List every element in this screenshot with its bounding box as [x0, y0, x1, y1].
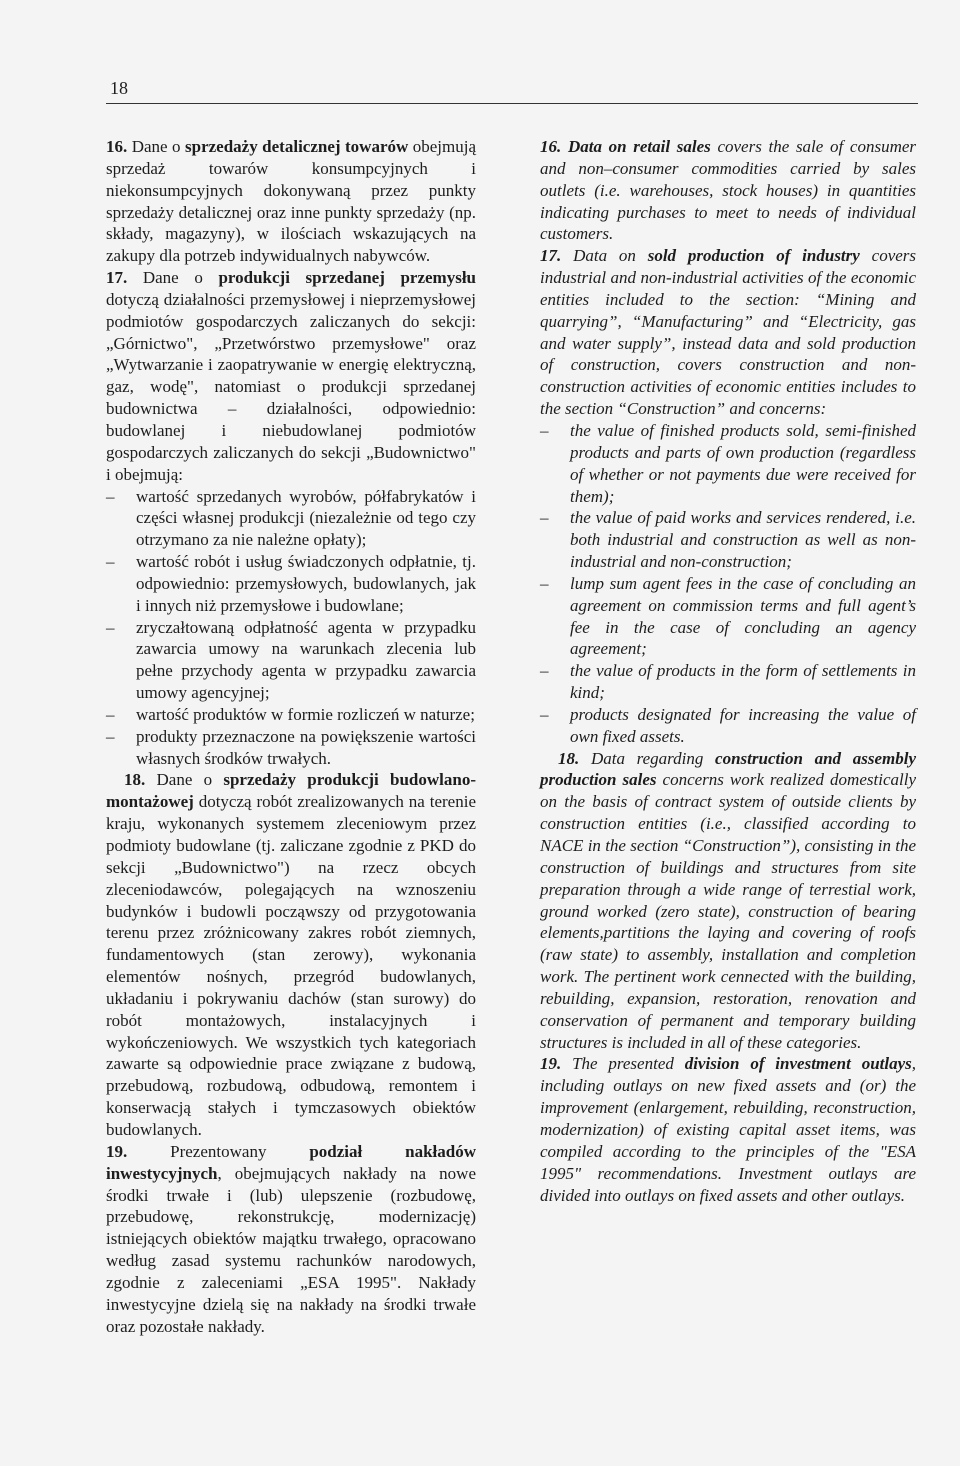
paragraph-term: sprzedaży produkcji budowlano-montażowej	[106, 770, 476, 812]
paragraph-text: , including outlays on new fixed assets and (or) the improvement (enlargement, rebuilding, reconstruction, modernization) of existing capital asset items, was compiled according to the principles of the "ESA 1995" recommendations. Investment outlays are divided into outlays on fixed assets and other outlays.	[540, 1054, 916, 1205]
list-item: – products designated for increasing the value of own fixed assets.	[540, 704, 916, 748]
paragraph-number: 16.	[106, 137, 128, 156]
paragraph-19-pl	[106, 1141, 476, 1338]
list-item: – wartość robót i usług świadczonych odpłatnie, tj. odpowiednio: przemysłowych, budowlanych, jak i innych niż przemysłowe i budowlane;	[106, 551, 476, 617]
paragraph-term: produkcji sprzedanej przemysłu	[218, 268, 476, 288]
paragraph-text: concerns work realized domestically on the basis of contract system of outside clients by construction entities (i.e., classified according to NACE in the section “Construction”), consisting in the construction of buildings and structures from site preparation through a wide range of terrestial work, ground worked (zero state), construction of bearing elements,partitions the laying and covering of roofs (raw state) to assembly, installation and completion work. The pertinent work cennected with the building, rebuilding, expansion, restoration, renovation and conservation of permanent and temporary building structures is included in all of these categories.	[540, 770, 916, 1052]
paragraph-term: Data on retail sales	[567, 137, 711, 156]
paragraph-term: construction and assembly production sales	[540, 748, 916, 790]
paragraph-number: 17.	[106, 268, 128, 288]
list-item: – the value of products in the form of settlements in kind;	[540, 660, 916, 704]
paragraph-text: , obejmujących nakłady na nowe środki trwałe i (lub) ulepszenie (rozbudowę, przebudowę, rekonstrukcję, modernizację) istniejących obiektów majątku trwałego, opracowano według zasad systemu rachunków narodowych, zgodnie z zaleceniami „ESA 1995". Nakłady inwestycyjne dzielą się na nakłady na środki trwałe oraz pozostałe nakłady.	[106, 1163, 476, 1336]
list-item: – lump sum agent fees in the case of concluding an agreement on commission terms and full agent’s fee in the case of concluding an agency agreement;	[540, 573, 916, 660]
polish-column	[106, 136, 476, 1337]
paragraph-text: covers industrial and non-industrial activities of the economic entities included to the section: “Mining and quarrying”, “Manufacturing” and “Electricity, gas and water supply”, instead data and sold production of construction, covers construction and non-construction activities of economic entities includes to the section “Construction” and concerns:	[540, 246, 917, 419]
paragraph-text: dotyczą działalności przemysłowej i nieprzemysłowej podmiotów gospodarczych zaliczanych do sekcji: „Górnictwo", „Przetwórstwo przemysłowe" oraz „Wytwarzanie i zaopatrywanie w energię elektryczną, gaz, wodę", natomiast o produkcji sprzedanej budownictwa – działalności, odpowiednio: budowlanej i niebudowlanej podmiotów gospodarczych zaliczanych do sekcji „Budownictwo" i obejmują:	[106, 289, 476, 484]
list-17-en	[540, 420, 916, 748]
paragraph-text: Prezentowany	[170, 1141, 310, 1161]
paragraph-16-en	[540, 136, 916, 245]
paragraph-number: 19.	[540, 1054, 562, 1074]
paragraph-text: Dane o	[156, 770, 224, 790]
paragraph-17-pl	[106, 267, 476, 485]
paragraph-number: 17.	[540, 246, 562, 266]
list-item: – the value of paid works and services rendered, i.e. both industrial and construction as well as non-industrial and non-construction;	[540, 507, 916, 573]
list-17-pl	[106, 486, 476, 770]
list-item: – produkty przeznaczone na powiększenie wartości własnych środków trwałych.	[106, 726, 476, 770]
paragraph-18-en	[540, 748, 916, 1054]
paragraph-text: covers the sale of consumer and non–consumer commodities carried by sales outlets (i.e. warehouses, stock houses) in quantities indicating purchases to meet to needs of individual customers.	[540, 137, 917, 244]
english-column	[540, 136, 916, 1206]
page-number: 18	[110, 78, 128, 98]
paragraph-text: Dane o	[131, 137, 186, 156]
paragraph-18-pl	[106, 769, 476, 1140]
paragraph-number: 16.	[540, 137, 562, 156]
list-item: – zryczałtowaną odpłatność agenta w przypadku zawarcia umowy na warunkach zlecenia lub pełne przychody agenta w przypadku zawarcia umowy agencyjnej;	[106, 617, 476, 704]
paragraph-text: obejmują sprzedaż towarów konsumpcyjnych i niekonsumpcyjnych dokonywaną przez punkty sprzedaży detalicznej oraz inne punkty sprzedaży (np. składy, magazyny), w ilościach wskazujących na zakupy dla potrzeb indywidualnych nabywców.	[106, 137, 477, 266]
paragraph-19-en	[540, 1053, 916, 1206]
header-rule	[106, 103, 918, 104]
paragraph-17-en	[540, 245, 916, 420]
paragraph-16-pl	[106, 136, 476, 267]
paragraph-term: sprzedaży detalicznej towarów	[185, 137, 409, 156]
paragraph-number: 18.	[124, 770, 146, 790]
paragraph-term: sold production of industry	[647, 246, 860, 266]
list-item: – the value of finished products sold, semi-finished products and parts of own production (regardless of whether or not payments due were received for them);	[540, 420, 916, 507]
paragraph-text: The presented	[572, 1054, 685, 1074]
paragraph-text: dotyczą robót zrealizowanych na terenie kraju, wykonanych systemem zleceniowym przez podmioty budowlane (tj. zaliczane zgodnie z PKD do sekcji „Budownictwo") na rzecz obcych zleceniodawców, polegających na wznoszeniu budynków i budowli począwszy od przygotowania terenu przez zróżnicowany zakres robót ziemnych, fundamentowych (stan zerowy), wykonania elementów nośnych, przegród budowlanych, układaniu i pokrywaniu dachów (stan surowy) do robót montażowych, instalacyjnych i wykończeniowych. We wszystkich tych kategoriach zawarte są odpowiednie prace związane z budową, przebudową, rozbudową, odbudową, remontem i konserwacją stałych i tymczasowych obiektów budowlanych.	[106, 792, 476, 1139]
list-item: – wartość sprzedanych wyrobów, półfabrykatów i części własnej produkcji (niezależnie od tego czy otrzymano za nie należne opłaty);	[106, 486, 476, 552]
paragraph-term: podział nakładów inwestycyjnych	[106, 1141, 476, 1183]
paragraph-number: 19.	[106, 1141, 128, 1161]
paragraph-text: Data on	[573, 246, 648, 266]
list-item: – wartość produktów w formie rozliczeń w naturze;	[106, 704, 476, 726]
paragraph-number: 18.	[558, 748, 580, 768]
paragraph-text: Dane o	[142, 268, 219, 288]
paragraph-term: division of investment outlays	[684, 1054, 912, 1074]
paragraph-text: Data regarding	[590, 748, 716, 768]
